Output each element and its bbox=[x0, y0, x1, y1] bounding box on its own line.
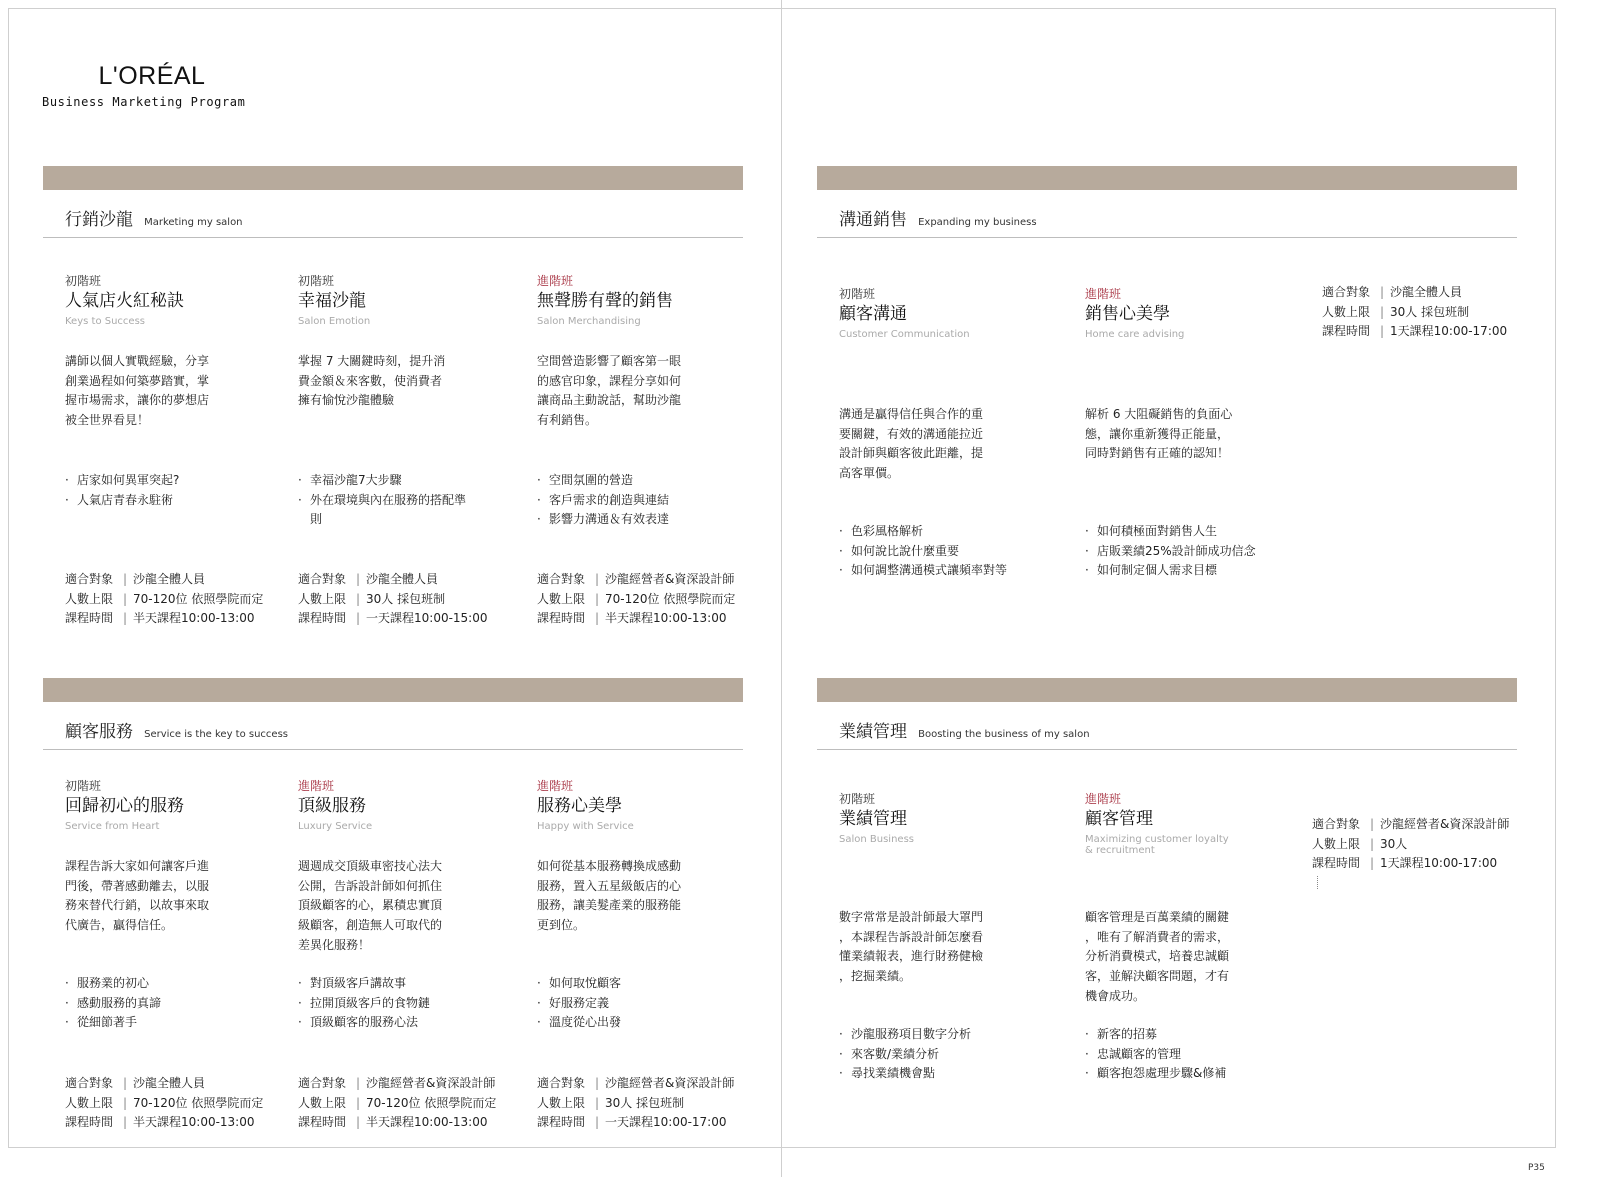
course-card bbox=[65, 273, 295, 327]
course-name: 銷售心美學 bbox=[1085, 304, 1170, 324]
desc-line: 務來替代行銷，以故事來取 bbox=[65, 898, 210, 913]
course-card bbox=[65, 778, 295, 832]
info-value: 半天課程10:00-13:00 bbox=[133, 611, 255, 626]
course-level: 進階班 bbox=[1085, 287, 1122, 301]
desc-line: 機會成功。 bbox=[1085, 988, 1146, 1003]
info-label: 課程時間 bbox=[1312, 856, 1361, 871]
section-header bbox=[839, 717, 1090, 742]
info-value: 沙龍全體人員 bbox=[366, 572, 439, 586]
info-label: 人數上限 bbox=[298, 1095, 347, 1110]
course-description bbox=[537, 857, 712, 936]
topic-item: · 從細節著手 bbox=[65, 1013, 285, 1033]
desc-line: 高客單價。 bbox=[839, 466, 900, 481]
section-marketing bbox=[43, 166, 743, 636]
section-divider bbox=[817, 237, 1517, 238]
desc-line: 要關鍵，有效的溝通能拉近 bbox=[839, 426, 984, 441]
desc-line: 同時對銷售有正確的認知！ bbox=[1085, 446, 1230, 461]
topic-item: · 如何取悅顧客 bbox=[537, 974, 757, 994]
desc-line: 解析 6 大阻礙銷售的負面心 bbox=[1085, 407, 1233, 421]
course-name: 幸福沙龍 bbox=[298, 291, 366, 311]
topic-item: · 新客的招募 bbox=[1085, 1025, 1305, 1045]
course-card bbox=[537, 273, 767, 327]
info-value: 沙龍經營者&資深設計師 bbox=[1380, 817, 1510, 831]
course-info: 適合對象 | 沙龍經營者&資深設計師 人數上限 | 30人 課程時間 | 1天課程10:00-17:00 bbox=[1312, 815, 1509, 874]
section-communication-sales bbox=[817, 166, 1517, 636]
info-label: 適合對象 bbox=[65, 572, 114, 586]
info-label: 人數上限 bbox=[65, 591, 114, 606]
course-topics bbox=[839, 522, 1059, 581]
info-value: 30人 bbox=[1380, 836, 1408, 851]
info-value: 70-120位 依照學院而定 bbox=[133, 1095, 264, 1110]
desc-line: 的感官印象，課程分享如何 bbox=[537, 373, 682, 388]
section-divider bbox=[43, 749, 743, 750]
topic-item: · 如何制定個人需求目標 bbox=[1085, 561, 1305, 581]
course-description bbox=[839, 908, 1014, 987]
topic-item: · 溫度從心出發 bbox=[537, 1013, 757, 1033]
desc-line: 懂業績報表，進行財務健檢 bbox=[839, 949, 984, 964]
info-value: 30人 採包班制 bbox=[366, 591, 446, 606]
info-value: 70-120位 依照學院而定 bbox=[133, 591, 264, 606]
desc-line: ，唯有了解消費者的需求， bbox=[1085, 929, 1230, 944]
info-label: 課程時間 bbox=[298, 611, 347, 626]
section-subtitle: Boosting the business of my salon bbox=[918, 729, 1090, 740]
section-subtitle: Marketing my salon bbox=[144, 217, 243, 228]
course-card bbox=[1085, 286, 1315, 340]
topic-item: · 尋找業績機會點 bbox=[839, 1064, 1059, 1084]
course-info: 適合對象 | 沙龍全體人員 人數上限 | 70-120位 依照學院而定 課程時間 | 半天課程10:00-13:00 bbox=[65, 1074, 263, 1133]
course-card bbox=[1085, 791, 1235, 856]
desc-line: 代廣告，贏得信任。 bbox=[65, 918, 174, 933]
course-level: 進階班 bbox=[537, 274, 574, 288]
info-value: 1天課程10:00-17:00 bbox=[1380, 856, 1498, 871]
info-value: 半天課程10:00-13:00 bbox=[366, 1115, 488, 1130]
desc-line: 服務，置入五星級飯店的心 bbox=[537, 878, 682, 893]
course-info: 適合對象 | 沙龍全體人員 人數上限 | 30人 採包班制 課程時間 | 1天課程10:00-17:00 bbox=[1322, 283, 1507, 342]
course-topics bbox=[298, 974, 518, 1033]
desc-line: 握市場需求，讓你的夢想店 bbox=[65, 393, 210, 408]
topic-item: · 幸福沙龍7大步驟 bbox=[298, 471, 473, 491]
desc-line: 門後，帶著感動離去，以服 bbox=[65, 878, 210, 893]
desc-line: 週週成交頂級車密技心法大 bbox=[298, 859, 443, 873]
desc-line: 課程告訴大家如何讓客戶進 bbox=[65, 859, 210, 873]
desc-line: 讓商品主動說話，幫助沙龍 bbox=[537, 393, 682, 408]
program-name: Business Marketing Program bbox=[42, 95, 246, 109]
topic-item: · 忠誠顧客的管理 bbox=[1085, 1045, 1305, 1065]
desc-line: 態，讓你重新獲得正能量， bbox=[1085, 426, 1230, 441]
course-card bbox=[839, 791, 1069, 845]
info-value: 1天課程10:00-17:00 bbox=[1390, 324, 1508, 339]
info-label: 課程時間 bbox=[537, 611, 586, 626]
course-level: 初階班 bbox=[839, 792, 876, 806]
topic-item: · 如何調整溝通模式讓頻率對等 bbox=[839, 561, 1059, 581]
section-subtitle: Expanding my business bbox=[918, 217, 1037, 228]
topic-item: · 顧客抱怨處理步驟&修補 bbox=[1085, 1064, 1305, 1084]
desc-line: 設計師與顧客彼此距離，提 bbox=[839, 446, 984, 461]
course-description bbox=[537, 352, 712, 431]
course-name-en: Home care advising bbox=[1085, 329, 1185, 340]
topic-item: · 對頂級客戶講故事 bbox=[298, 974, 518, 994]
topic-item: · 服務業的初心 bbox=[65, 974, 285, 994]
topic-item: · 頂級顧客的服務心法 bbox=[298, 1013, 518, 1033]
course-topics bbox=[1085, 522, 1305, 581]
section-performance bbox=[817, 678, 1517, 1148]
course-topics bbox=[839, 1025, 1059, 1084]
section-header bbox=[839, 205, 1037, 230]
course-level: 進階班 bbox=[537, 779, 574, 793]
course-card bbox=[537, 778, 767, 832]
topic-item: · 拉開頂級客戶的食物鏈 bbox=[298, 994, 518, 1014]
info-value: 沙龍經營者&資深設計師 bbox=[605, 1076, 735, 1090]
topic-item: · 色彩風格解析 bbox=[839, 522, 1059, 542]
course-name-en: Service from Heart bbox=[65, 821, 160, 832]
desc-line: 講師以個人實戰經驗，分享 bbox=[65, 354, 210, 368]
info-label: 人數上限 bbox=[1322, 304, 1371, 319]
desc-line: 如何從基本服務轉換成感動 bbox=[537, 859, 682, 873]
info-label: 適合對象 bbox=[537, 1076, 586, 1090]
desc-line: 擁有愉悅沙龍體驗 bbox=[298, 393, 395, 408]
info-label: 人數上限 bbox=[1312, 836, 1361, 851]
desc-line: 溝通是贏得信任與合作的重 bbox=[839, 407, 984, 421]
course-card bbox=[298, 778, 528, 832]
course-name-en: Salon Emotion bbox=[298, 316, 371, 327]
topic-item: · 空間氛圍的營造 bbox=[537, 471, 757, 491]
info-label: 人數上限 bbox=[537, 1095, 586, 1110]
course-description bbox=[298, 352, 473, 411]
info-label: 人數上限 bbox=[65, 1095, 114, 1110]
page-spine bbox=[781, 0, 782, 1177]
course-topics bbox=[298, 471, 473, 530]
desc-line: 有利銷售。 bbox=[537, 413, 598, 428]
course-name: 服務心美學 bbox=[537, 796, 622, 816]
desc-line: 費金額＆來客數，使消費者 bbox=[298, 373, 443, 388]
section-title: 溝通銷售 bbox=[839, 210, 907, 230]
topic-item: · 沙龍服務項目數字分析 bbox=[839, 1025, 1059, 1045]
course-topics bbox=[65, 974, 285, 1033]
info-label: 課程時間 bbox=[65, 1115, 114, 1130]
section-bar bbox=[817, 166, 1517, 190]
course-name-en: Salon Merchandising bbox=[537, 316, 641, 327]
course-description bbox=[298, 857, 473, 956]
course-level: 進階班 bbox=[298, 779, 335, 793]
info-value: 30人 採包班制 bbox=[605, 1095, 685, 1110]
info-label: 課程時間 bbox=[65, 611, 114, 626]
course-topics bbox=[65, 471, 285, 510]
course-name-en: Keys to Success bbox=[65, 316, 145, 327]
info-label: 人數上限 bbox=[537, 591, 586, 606]
info-value: 一天課程10:00-15:00 bbox=[366, 611, 488, 626]
desc-line: 創業過程如何築夢踏實，掌 bbox=[65, 373, 210, 388]
desc-line: 顧客管理是百萬業績的關鍵 bbox=[1085, 910, 1230, 924]
stray-mark bbox=[1317, 876, 1319, 889]
topic-item: · 好服務定義 bbox=[537, 994, 757, 1014]
page-number: P35 bbox=[1528, 1163, 1545, 1173]
course-name-en: Maximizing customer loyalty & recruitment bbox=[1085, 834, 1229, 856]
course-level: 初階班 bbox=[65, 274, 102, 288]
course-level: 初階班 bbox=[65, 779, 102, 793]
desc-line: ，挖掘業績。 bbox=[839, 969, 912, 984]
section-title: 行銷沙龍 bbox=[65, 210, 133, 230]
topic-item: · 感動服務的真諦 bbox=[65, 994, 285, 1014]
topic-item: · 如何積極面對銷售人生 bbox=[1085, 522, 1305, 542]
section-bar bbox=[817, 678, 1517, 702]
course-level: 初階班 bbox=[298, 274, 335, 288]
course-description bbox=[65, 352, 240, 431]
topic-item: · 人氣店青春永駐術 bbox=[65, 491, 285, 511]
course-name: 顧客溝通 bbox=[839, 304, 907, 324]
desc-line: 數字常常是設計師最大罩門 bbox=[839, 910, 984, 924]
course-name-en: Luxury Service bbox=[298, 821, 373, 832]
desc-line: 差異化服務！ bbox=[298, 937, 371, 952]
course-name-en: Happy with Service bbox=[537, 821, 634, 832]
course-topics bbox=[537, 471, 757, 530]
section-title: 顧客服務 bbox=[65, 722, 133, 742]
info-value: 沙龍全體人員 bbox=[1390, 285, 1463, 299]
info-label: 適合對象 bbox=[65, 1076, 114, 1090]
section-bar bbox=[43, 166, 743, 190]
info-value: 沙龍全體人員 bbox=[133, 572, 206, 586]
course-description bbox=[839, 405, 1014, 484]
desc-line: 客，並解決顧客問題，才有 bbox=[1085, 969, 1230, 984]
course-name-en: Customer Communication bbox=[839, 329, 970, 340]
course-description bbox=[65, 857, 240, 936]
desc-line: 服務，讓美髮產業的服務能 bbox=[537, 898, 682, 913]
info-label: 課程時間 bbox=[537, 1115, 586, 1130]
course-name-en: Salon Business bbox=[839, 834, 914, 845]
section-header bbox=[65, 205, 243, 230]
info-value: 70-120位 依照學院而定 bbox=[366, 1095, 497, 1110]
course-name: 顧客管理 bbox=[1085, 809, 1153, 829]
info-label: 課程時間 bbox=[298, 1115, 347, 1130]
section-header bbox=[65, 717, 288, 742]
info-value: 半天課程10:00-13:00 bbox=[605, 611, 727, 626]
desc-line: 級顧客，創造無人可取代的 bbox=[298, 918, 443, 933]
section-bar bbox=[43, 678, 743, 702]
desc-line: 分析消費模式，培養忠誠顧 bbox=[1085, 949, 1230, 964]
info-value: 一天課程10:00-17:00 bbox=[605, 1115, 727, 1130]
course-info: 適合對象 | 沙龍經營者&資深設計師 人數上限 | 70-120位 依照學院而定 課程時間 | 半天課程10:00-13:00 bbox=[537, 570, 735, 629]
topic-item: · 客戶需求的創造與連結 bbox=[537, 491, 757, 511]
course-description bbox=[1085, 405, 1260, 464]
section-divider bbox=[43, 237, 743, 238]
brand-name: L'ORÉAL bbox=[98, 62, 206, 90]
section-divider bbox=[817, 749, 1517, 750]
desc-line: 被全世界看見！ bbox=[65, 413, 150, 428]
desc-line: 空間營造影響了顧客第一眼 bbox=[537, 354, 682, 368]
topic-item: · 影響力溝通＆有效表達 bbox=[537, 510, 757, 530]
course-info: 適合對象 | 沙龍全體人員 人數上限 | 30人 採包班制 課程時間 | 一天課程10:00-15:00 bbox=[298, 570, 488, 629]
course-info: 適合對象 | 沙龍經營者&資深設計師 人數上限 | 30人 採包班制 課程時間 | 一天課程10:00-17:00 bbox=[537, 1074, 734, 1133]
info-label: 適合對象 bbox=[298, 1076, 347, 1090]
info-value: 70-120位 依照學院而定 bbox=[605, 591, 736, 606]
course-topics bbox=[537, 974, 757, 1033]
course-name: 業績管理 bbox=[839, 809, 907, 829]
info-label: 課程時間 bbox=[1322, 324, 1371, 339]
topic-item: · 店家如何異軍突起? bbox=[65, 471, 285, 491]
course-name: 頂級服務 bbox=[298, 796, 366, 816]
course-name: 人氣店火紅秘訣 bbox=[65, 291, 184, 311]
info-label: 適合對象 bbox=[298, 572, 347, 586]
course-card bbox=[839, 286, 1069, 340]
course-card bbox=[298, 273, 528, 327]
course-info: 適合對象 | 沙龍經營者&資深設計師 人數上限 | 70-120位 依照學院而定 課程時間 | 半天課程10:00-13:00 bbox=[298, 1074, 496, 1133]
info-label: 人數上限 bbox=[298, 591, 347, 606]
desc-line: 頂級顧客的心，累積忠實頂 bbox=[298, 898, 443, 913]
course-info: 適合對象 | 沙龍全體人員 人數上限 | 70-120位 依照學院而定 課程時間 | 半天課程10:00-13:00 bbox=[65, 570, 263, 629]
info-value: 沙龍經營者&資深設計師 bbox=[366, 1076, 496, 1090]
info-value: 30人 採包班制 bbox=[1390, 304, 1470, 319]
course-name: 回歸初心的服務 bbox=[65, 796, 184, 816]
desc-line: 公開，告訴設計師如何抓住 bbox=[298, 878, 443, 893]
topic-item: · 店販業績25%設計師成功信念 bbox=[1085, 542, 1305, 562]
section-title: 業績管理 bbox=[839, 722, 907, 742]
course-description bbox=[1085, 908, 1260, 1007]
section-subtitle: Service is the key to success bbox=[144, 729, 289, 740]
info-label: 適合對象 bbox=[1312, 817, 1361, 831]
info-value: 半天課程10:00-13:00 bbox=[133, 1115, 255, 1130]
desc-line: ，本課程告訴設計師怎麼看 bbox=[839, 929, 984, 944]
desc-line: 更到位。 bbox=[537, 918, 586, 933]
topic-item: · 外在環境與內在服務的搭配準則 bbox=[298, 491, 473, 530]
course-name: 無聲勝有聲的銷售 bbox=[537, 291, 673, 311]
course-level: 進階班 bbox=[1085, 792, 1122, 806]
info-label: 適合對象 bbox=[1322, 285, 1371, 299]
course-level: 初階班 bbox=[839, 287, 876, 301]
course-topics bbox=[1085, 1025, 1305, 1084]
topic-item: · 來客數/業績分析 bbox=[839, 1045, 1059, 1065]
info-value: 沙龍經營者&資深設計師 bbox=[605, 572, 735, 586]
loreal-logo bbox=[42, 62, 282, 109]
desc-line: 掌握 7 大關鍵時刻，提升消 bbox=[298, 354, 446, 368]
section-service bbox=[43, 678, 743, 1148]
info-label: 適合對象 bbox=[537, 572, 586, 586]
info-value: 沙龍全體人員 bbox=[133, 1076, 206, 1090]
topic-item: · 如何說比說什麼重要 bbox=[839, 542, 1059, 562]
